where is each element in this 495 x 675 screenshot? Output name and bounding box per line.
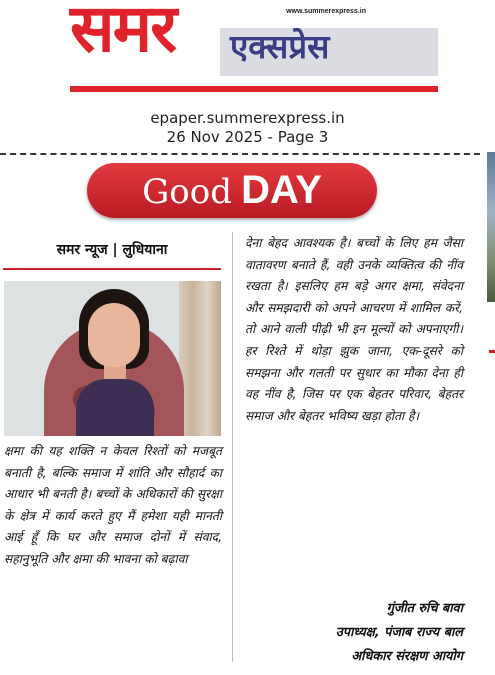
article-column-right (245, 233, 463, 427)
article-text-right: देना बेहद आवश्यक है। बच्चों के लिए हम जैसा वातावरण बनाते हैं, वही उनके व्यक्तित्व की नींव रखता है। इसलिए हम बड़े अगर क्षमा, संवेदना और समझदारी को अपने आचरण में शामिल करें, तो आने वाली पीढ़ी भी इन मूल्यों को अपनाएगी। हर रिश्ते में थोड़ा झुक जाना, एक-दूसरे को समझना और गलती पर सुधार का मौका देना ही वह नींव है, जिस पर एक बेहतर परिवार, बेहतर समाज और बेहतर भविष्य खड़ा होता है। (245, 236, 463, 423)
edition-date-page: 26 Nov 2025 - Page 3 (166, 128, 329, 146)
photo-curtain (179, 281, 221, 436)
photo-face (88, 303, 140, 367)
column-divider (232, 232, 233, 662)
adjacent-rule (489, 350, 495, 353)
author-photo (4, 281, 221, 436)
banner-word-good: Good (142, 172, 232, 212)
masthead-title: समर (70, 0, 176, 67)
good-day-banner (87, 163, 377, 218)
byline: समर न्यूज | लुधियाना (56, 242, 168, 258)
masthead-subtitle: एक्सप्रेस (230, 27, 330, 66)
masthead-underline (70, 86, 438, 92)
banner-word-day: DAY (241, 168, 322, 212)
epaper-site: epaper.summerexpress.in (150, 109, 345, 127)
signature-name: गुंजीत रुचि बावा (386, 601, 463, 616)
masthead (70, 0, 438, 92)
article-column-left (4, 441, 222, 571)
photo-shirt (76, 379, 154, 436)
header-divider (0, 153, 480, 155)
article-text-left: क्षमा की यह शक्ति न केवल रिश्तों को मजबूत बनाती है, बल्कि समाज में शांति और सौहार्द का आधार भी बनती है। बच्चों के अधिकारों की सुरक्षा के क्षेत्र में कार्य करते हुए मैं हमेशा यही मानती आई हूँ कि घर और समाज दोनों में संवाद, सहानुभूति और क्षमा की भावना को बढ़ावा (4, 444, 222, 566)
signature-designation-1: उपाध्यक्ष, पंजाब राज्य बाल (335, 625, 463, 640)
signature-designation-2: अधिकार संरक्षण आयोग (351, 649, 463, 664)
adjacent-photo (487, 152, 495, 302)
byline-rule (3, 268, 221, 270)
masthead-url: www.summerexpress.in (286, 8, 366, 15)
